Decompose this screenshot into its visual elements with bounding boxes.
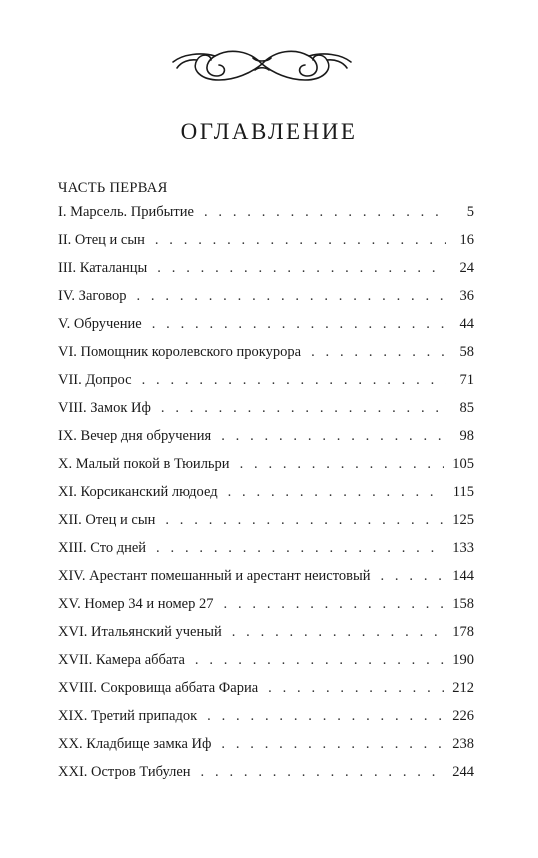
toc-entry[interactable]: [58, 344, 474, 372]
toc-entry-title: I. Марсель. Прибытие: [58, 204, 194, 220]
toc-entry[interactable]: [58, 428, 474, 456]
toc-entry[interactable]: [58, 540, 474, 568]
dot-leader: [228, 484, 445, 501]
toc-entry-page: 71: [459, 372, 474, 388]
toc-entry-page: 133: [452, 540, 474, 556]
toc-entry[interactable]: [58, 316, 474, 344]
toc-entry-title: XX. Кладбище замка Иф: [58, 736, 212, 752]
toc-entry-title: X. Малый покой в Тюильри: [58, 456, 230, 472]
dot-leader: [221, 736, 444, 753]
toc-entry[interactable]: [58, 288, 474, 316]
toc-entry-page: 36: [459, 288, 474, 304]
toc-entry-title: II. Отец и сын: [58, 232, 145, 248]
toc-entry-page: 44: [459, 316, 474, 332]
toc-entry-title: V. Обручение: [58, 316, 142, 332]
toc-entry[interactable]: [58, 624, 474, 652]
toc-entry-title: XVIII. Сокровища аббата Фариа: [58, 680, 259, 696]
toc-entry-title: XXI. Остров Тибулен: [58, 764, 191, 780]
dot-leader: [240, 456, 445, 473]
dot-leader: [380, 568, 444, 585]
toc-entry-page: 158: [452, 596, 474, 612]
toc-entry[interactable]: [58, 596, 474, 624]
toc-entry-title: XII. Отец и сын: [58, 512, 156, 528]
toc-entry[interactable]: [58, 568, 474, 596]
toc-entry-title: XIII. Сто дней: [58, 540, 147, 556]
dot-leader: [195, 652, 444, 669]
toc-entry-page: 5: [466, 204, 474, 220]
toc-entry[interactable]: [58, 232, 474, 260]
dot-leader: [155, 232, 446, 249]
toc-entry-title: XIX. Третий припадок: [58, 708, 198, 724]
toc-entry[interactable]: [58, 260, 474, 288]
toc-entry-page: 24: [459, 260, 474, 276]
toc-entry-title: XV. Номер 34 и номер 27: [58, 596, 214, 612]
toc-entry-page: 244: [452, 764, 474, 780]
toc-entry-title: XI. Корсиканский людоед: [58, 484, 218, 500]
toc-entry-page: 16: [459, 232, 474, 248]
dot-leader: [207, 708, 444, 725]
toc-entry-page: 98: [459, 428, 474, 444]
toc-entry-title: VIII. Замок Иф: [58, 400, 151, 416]
toc-entry-page: 212: [452, 680, 474, 696]
dot-leader: [136, 288, 446, 305]
toc-entry[interactable]: [58, 708, 474, 736]
dot-leader: [201, 764, 445, 781]
toc-entry[interactable]: [58, 456, 474, 484]
toc-entry[interactable]: [58, 764, 474, 792]
toc-entry[interactable]: [58, 512, 474, 540]
toc-entry-page: 190: [452, 652, 474, 668]
dot-leader: [142, 372, 446, 389]
toc-entry-page: 178: [452, 624, 474, 640]
toc-entry[interactable]: [58, 372, 474, 400]
toc-entry-title: IX. Вечер дня обручения: [58, 428, 212, 444]
toc-entry-page: 85: [459, 400, 474, 416]
dot-leader: [152, 316, 446, 333]
part-heading: ЧАСТЬ ПЕРВАЯ: [58, 180, 168, 196]
toc-entry[interactable]: [58, 400, 474, 428]
toc-entry[interactable]: [58, 652, 474, 680]
toc-entry[interactable]: [58, 484, 474, 512]
dot-leader: [165, 512, 444, 529]
toc-entry-title: XVI. Итальянский ученый: [58, 624, 222, 640]
dot-leader: [204, 204, 446, 221]
dot-leader: [232, 624, 445, 641]
dot-leader: [156, 540, 444, 557]
toc-entry-page: 125: [452, 512, 474, 528]
toc-entry-page: 238: [452, 736, 474, 752]
toc-entry[interactable]: [58, 680, 474, 708]
toc-entry-page: 105: [452, 456, 474, 472]
dot-leader: [221, 428, 446, 445]
toc-entry-title: VI. Помощник королевского прокурора: [58, 344, 302, 360]
dot-leader: [224, 596, 445, 613]
dot-leader: [157, 260, 446, 277]
toc-entry-page: 144: [452, 568, 474, 584]
toc-entry-page: 115: [452, 484, 474, 500]
toc-entry-title: XIV. Арестант помешанный и арестант неистовый: [58, 568, 371, 584]
toc-entry-title: XVII. Камера аббата: [58, 652, 185, 668]
table-of-contents: [58, 204, 474, 792]
dot-leader: [161, 400, 446, 417]
page-title: ОГЛАВЛЕНИЕ: [180, 119, 358, 144]
dot-leader: [311, 344, 446, 361]
toc-entry[interactable]: [58, 736, 474, 764]
toc-entry[interactable]: [58, 204, 474, 232]
flourish-ornament-icon: [171, 40, 353, 88]
toc-entry-page: 226: [452, 708, 474, 724]
toc-entry-page: 58: [459, 344, 474, 360]
toc-entry-title: III. Каталанцы: [58, 260, 148, 276]
dot-leader: [268, 680, 444, 697]
toc-entry-title: VII. Допрос: [58, 372, 132, 388]
toc-entry-title: IV. Заговор: [58, 288, 127, 304]
